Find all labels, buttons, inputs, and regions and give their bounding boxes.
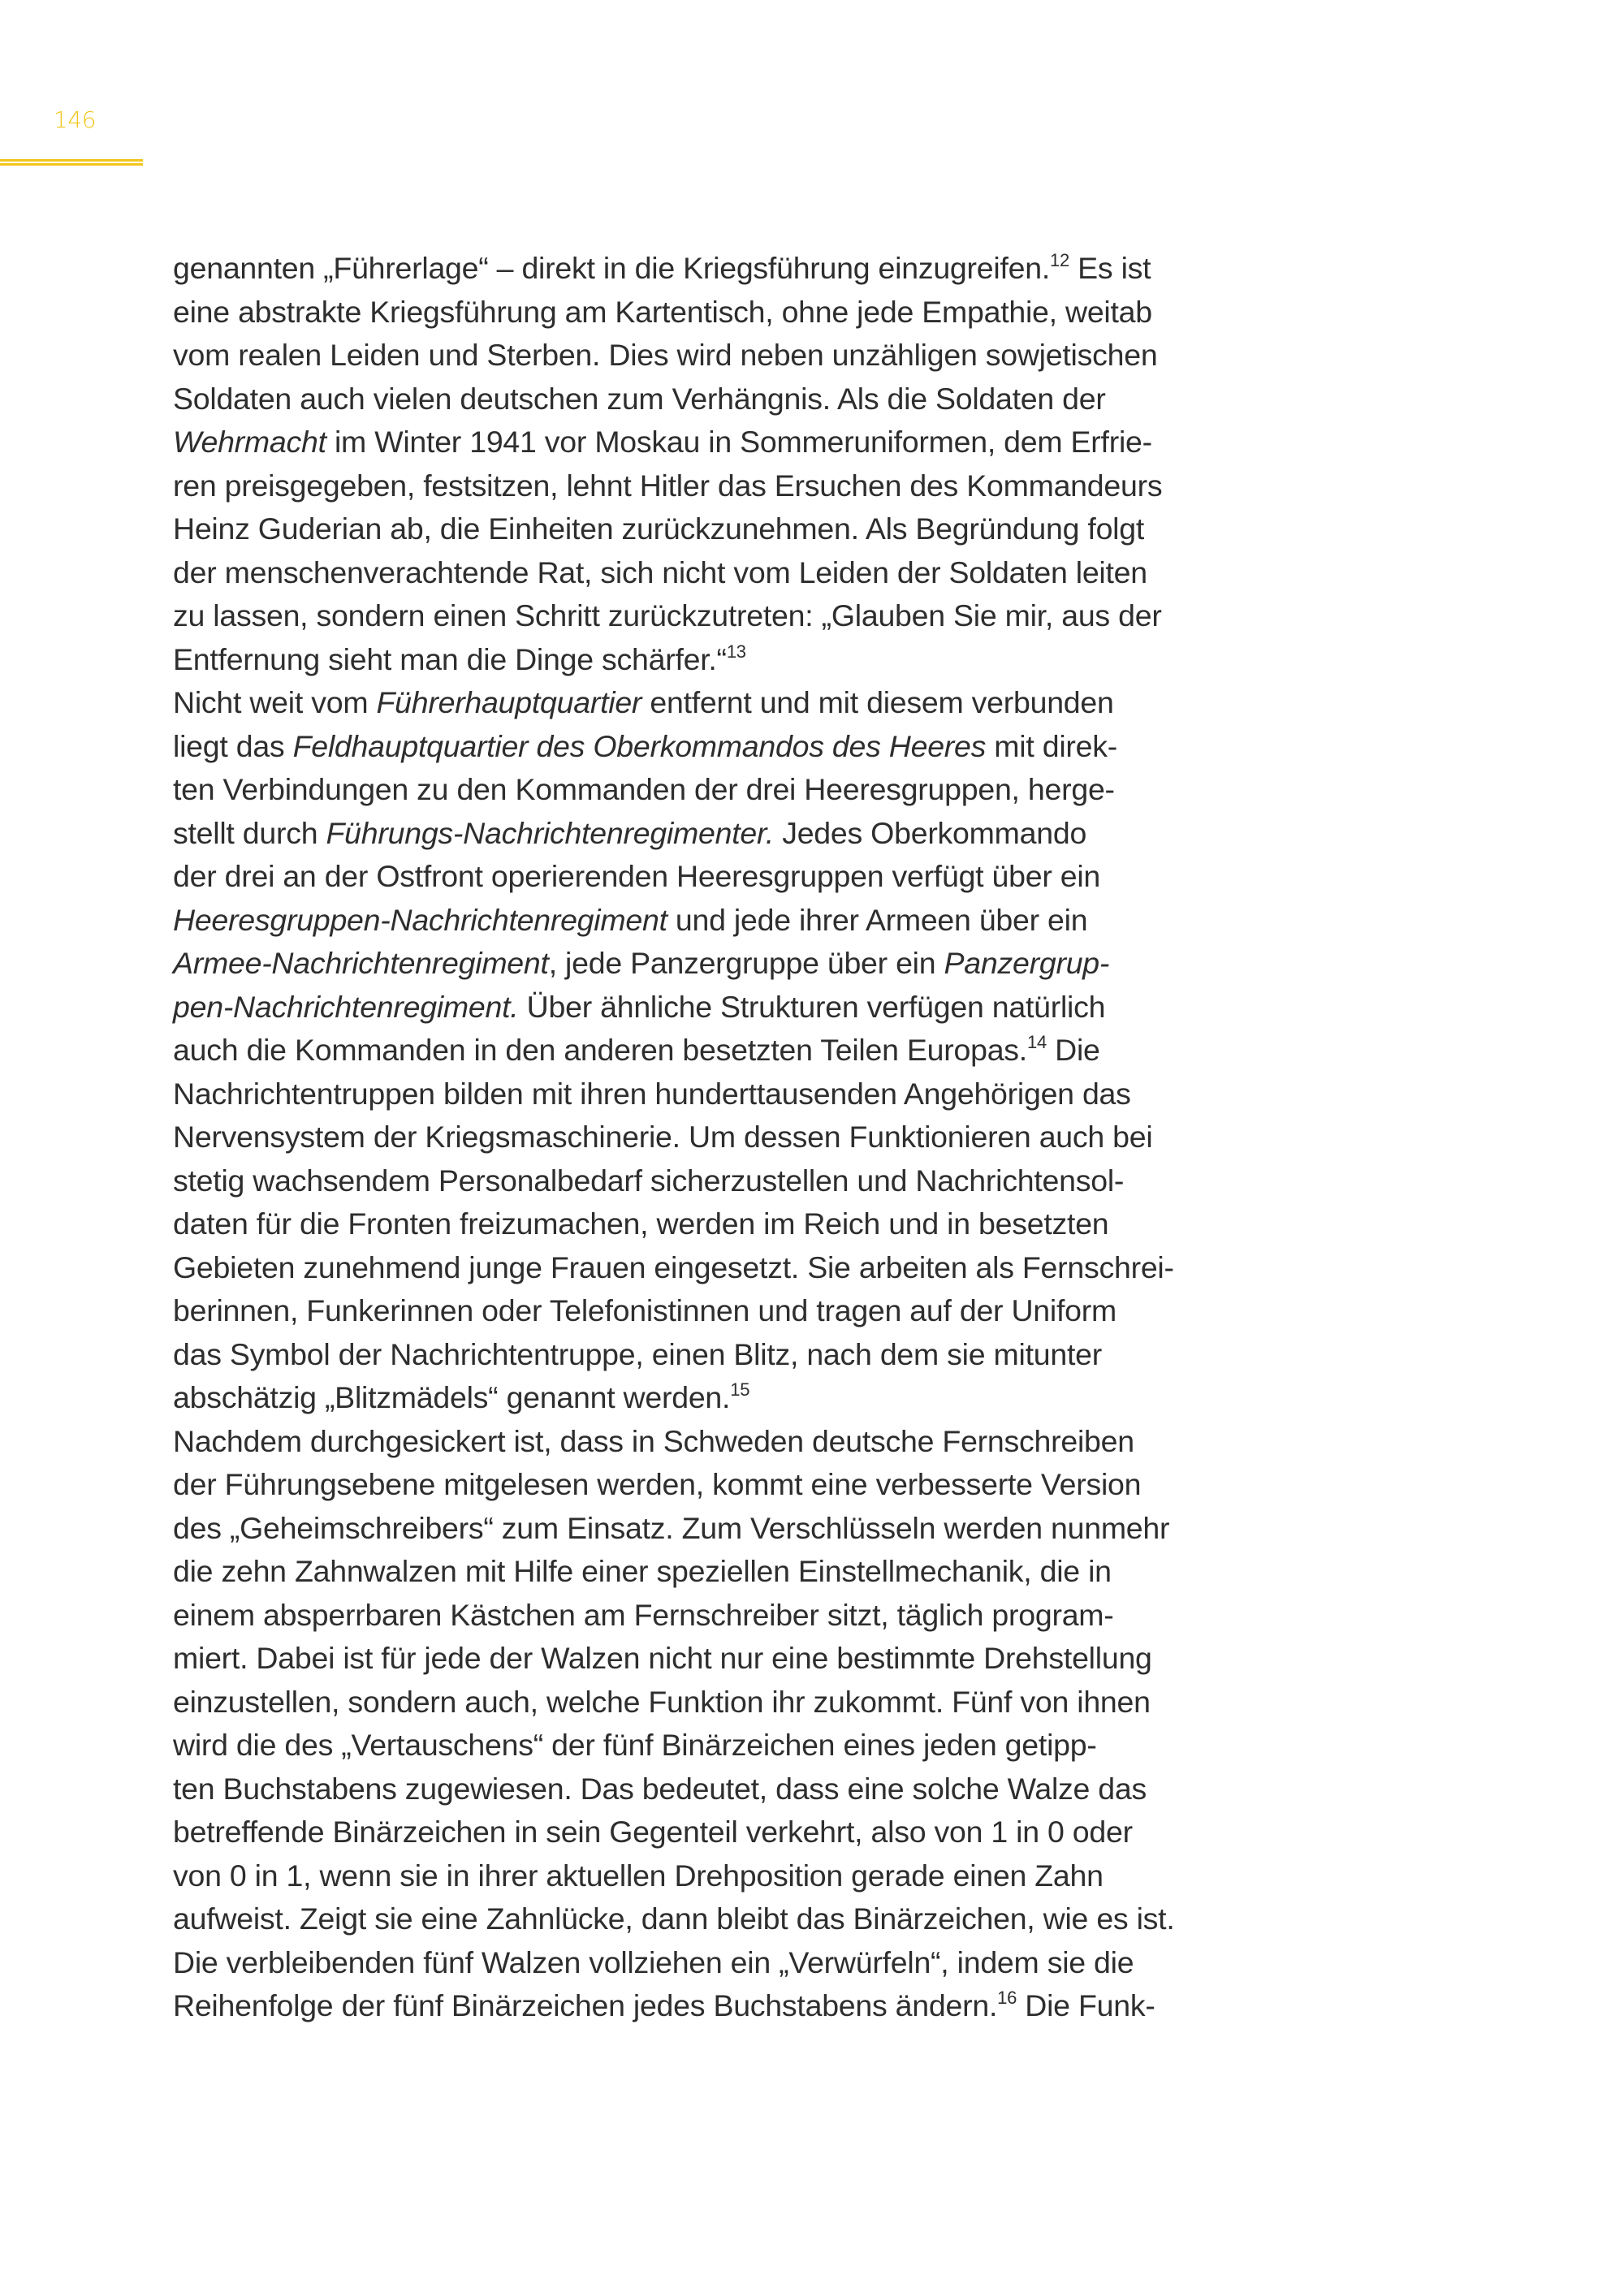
text-run: vom realen Leiden und Sterben. Dies wird neben unzähligen sowjetischen xyxy=(173,338,1158,372)
text-line xyxy=(173,1594,1245,1638)
italic-term: Wehrmacht xyxy=(173,425,326,459)
footnote-ref: 13 xyxy=(726,641,746,662)
text-line xyxy=(173,464,1245,508)
header-rule-bottom xyxy=(0,163,143,166)
text-run: im Winter 1941 vor Moskau in Sommeruniformen, dem Erfrie- xyxy=(326,425,1152,459)
text-line xyxy=(173,1116,1245,1159)
text-line xyxy=(173,1420,1245,1464)
text-line xyxy=(173,1637,1245,1681)
text-line xyxy=(173,681,1245,725)
text-line xyxy=(173,378,1245,421)
page-number: 146 xyxy=(54,106,96,133)
text-line xyxy=(173,551,1245,595)
text-run: einzustellen, sondern auch, welche Funktion ihr zukommt. Fünf von ihnen xyxy=(173,1684,1151,1719)
text-line xyxy=(173,899,1245,943)
text-run: Gebieten zunehmend junge Frauen eingesetzt. Sie arbeiten als Fernschrei- xyxy=(173,1250,1174,1284)
text-run: genannten „Führerlage“ – direkt in die Kriegsführung einzugreifen. xyxy=(173,251,1051,285)
text-line xyxy=(173,1941,1245,1985)
text-line xyxy=(173,1246,1245,1290)
text-line xyxy=(173,1289,1245,1333)
text-line xyxy=(173,1897,1245,1941)
text-line xyxy=(173,1507,1245,1551)
text-run: Entfernung sieht man die Dinge schärfer.“ xyxy=(173,641,727,676)
text-run: der Führungsebene mitgelesen werden, kommt eine verbesserte Version xyxy=(173,1467,1142,1501)
text-run: entfernt und mit diesem verbunden xyxy=(641,685,1114,719)
text-run: der menschenverachtende Rat, sich nicht vom Leiden der Soldaten leiten xyxy=(173,555,1147,589)
text-line xyxy=(173,1681,1245,1724)
text-run: Jedes Oberkommando xyxy=(774,815,1087,850)
header-rule-top xyxy=(0,159,143,162)
text-run: berinnen, Funkerinnen oder Telefonistinnen und tragen auf der Uniform xyxy=(173,1293,1116,1327)
text-run: zu lassen, sondern einen Schritt zurückzutreten: „Glauben Sie mir, aus der xyxy=(173,598,1162,632)
text-line xyxy=(173,1550,1245,1594)
text-line xyxy=(173,1202,1245,1246)
text-run: der drei an der Ostfront operierenden Heeresgruppen verfügt über ein xyxy=(173,859,1101,893)
text-run: ten Buchstabens zugewiesen. Das bedeutet, dass eine solche Walze das xyxy=(173,1771,1147,1806)
text-run: Die Funk- xyxy=(1017,1988,1155,2022)
text-line xyxy=(173,942,1245,986)
text-run: Die xyxy=(1046,1033,1100,1067)
text-run: Nicht weit vom xyxy=(173,685,377,719)
text-run: stetig wachsendem Personalbedarf sicherzustellen und Nachrichtensol- xyxy=(173,1163,1125,1198)
text-line xyxy=(173,812,1245,856)
text-line xyxy=(173,421,1245,464)
text-run: des „Geheimschreibers“ zum Einsatz. Zum Verschlüsseln werden nunmehr xyxy=(173,1510,1170,1545)
text-run: aufweist. Zeigt sie eine Zahnlücke, dann bleibt das Binärzeichen, wie es ist. xyxy=(173,1901,1175,1936)
text-run: liegt das xyxy=(173,728,293,763)
text-run: einem absperrbaren Kästchen am Fernschreiber sitzt, täglich program- xyxy=(173,1597,1114,1632)
text-run: eine abstrakte Kriegsführung am Kartentisch, ohne jede Empathie, weitab xyxy=(173,294,1152,329)
text-run: die zehn Zahnwalzen mit Hilfe einer speziellen Einstellmechanik, die in xyxy=(173,1554,1112,1588)
text-line xyxy=(173,1854,1245,1898)
italic-term: Armee-Nachrichtenregiment xyxy=(173,946,549,980)
text-run: daten für die Fronten freizumachen, werden im Reich und in besetzten xyxy=(173,1206,1109,1241)
text-line xyxy=(173,1768,1245,1811)
text-line xyxy=(173,1376,1245,1420)
body-text xyxy=(173,247,1245,2028)
text-line xyxy=(173,1811,1245,1854)
text-run: Nachrichtentruppen bilden mit ihren hunderttausenden Angehörigen das xyxy=(173,1076,1131,1111)
text-line xyxy=(173,1029,1245,1073)
text-line xyxy=(173,1333,1245,1377)
text-run: miert. Dabei ist für jede der Walzen nicht nur eine bestimmte Drehstellung xyxy=(173,1641,1152,1675)
text-run: , jede Panzergruppe über ein xyxy=(548,946,944,980)
text-run: Heinz Guderian ab, die Einheiten zurückzunehmen. Als Begründung folgt xyxy=(173,511,1145,546)
text-run: das Symbol der Nachrichtentruppe, einen Blitz, nach dem sie mitunter xyxy=(173,1336,1102,1371)
italic-term: Führerhauptquartier xyxy=(376,685,642,719)
text-run: auch die Kommanden in den anderen besetzten Teilen Europas. xyxy=(173,1033,1027,1067)
footnote-ref: 12 xyxy=(1050,250,1069,270)
text-run: Reihenfolge der fünf Binärzeichen jedes Buchstabens ändern. xyxy=(173,1988,998,2022)
text-run: Soldaten auch vielen deutschen zum Verhängnis. Als die Soldaten der xyxy=(173,381,1106,416)
text-line xyxy=(173,507,1245,551)
text-line xyxy=(173,247,1245,291)
italic-term: Panzergrup- xyxy=(944,946,1110,980)
text-line xyxy=(173,986,1245,1029)
text-run: von 0 in 1, wenn sie in ihrer aktuellen Drehposition gerade einen Zahn xyxy=(173,1858,1104,1893)
text-run: ten Verbindungen zu den Kommanden der drei Heeresgruppen, herge- xyxy=(173,772,1115,806)
italic-term: pen-Nachrichtenregiment. xyxy=(173,989,519,1024)
text-run: und jede ihrer Armeen über ein xyxy=(667,902,1088,937)
text-line xyxy=(173,855,1245,899)
text-run: Es ist xyxy=(1069,251,1151,285)
text-line xyxy=(173,1463,1245,1507)
footnote-ref: 14 xyxy=(1026,1032,1047,1052)
text-line xyxy=(173,638,1245,682)
italic-term: Feldhauptquartier des Oberkommandos des Heeres xyxy=(292,728,987,763)
text-line xyxy=(173,594,1245,638)
text-run: betreffende Binärzeichen in sein Gegenteil verkehrt, also von 1 in 0 oder xyxy=(173,1815,1133,1849)
text-run: mit direk- xyxy=(986,728,1117,763)
text-line xyxy=(173,768,1245,812)
text-line xyxy=(173,334,1245,378)
text-run: stellt durch xyxy=(173,815,326,850)
text-line xyxy=(173,1159,1245,1203)
text-line xyxy=(173,291,1245,335)
text-line xyxy=(173,1984,1245,2028)
text-run: wird die des „Vertauschens“ der fünf Binärzeichen eines jeden getipp- xyxy=(173,1728,1097,1762)
text-run: Nervensystem der Kriegsmaschinerie. Um dessen Funktionieren auch bei xyxy=(173,1120,1153,1154)
text-run: Über ähnliche Strukturen verfügen natürlich xyxy=(518,989,1106,1024)
text-run: Die verbleibenden fünf Walzen vollziehen ein „Verwürfeln“, indem sie die xyxy=(173,1945,1134,1979)
text-run: ren preisgegeben, festsitzen, lehnt Hitler das Ersuchen des Kommandeurs xyxy=(173,468,1163,503)
text-line xyxy=(173,1724,1245,1768)
footnote-ref: 15 xyxy=(730,1379,750,1400)
text-line xyxy=(173,725,1245,769)
italic-term: Heeresgruppen-Nachrichtenregiment xyxy=(173,902,667,937)
footnote-ref: 16 xyxy=(997,1988,1017,2008)
text-run: abschätzig „Blitzmädels“ genannt werden. xyxy=(173,1380,731,1414)
text-line xyxy=(173,1073,1245,1116)
italic-term: Führungs-Nachrichtenregimenter. xyxy=(326,815,775,850)
text-run: Nachdem durchgesickert ist, dass in Schweden deutsche Fernschreiben xyxy=(173,1423,1134,1458)
